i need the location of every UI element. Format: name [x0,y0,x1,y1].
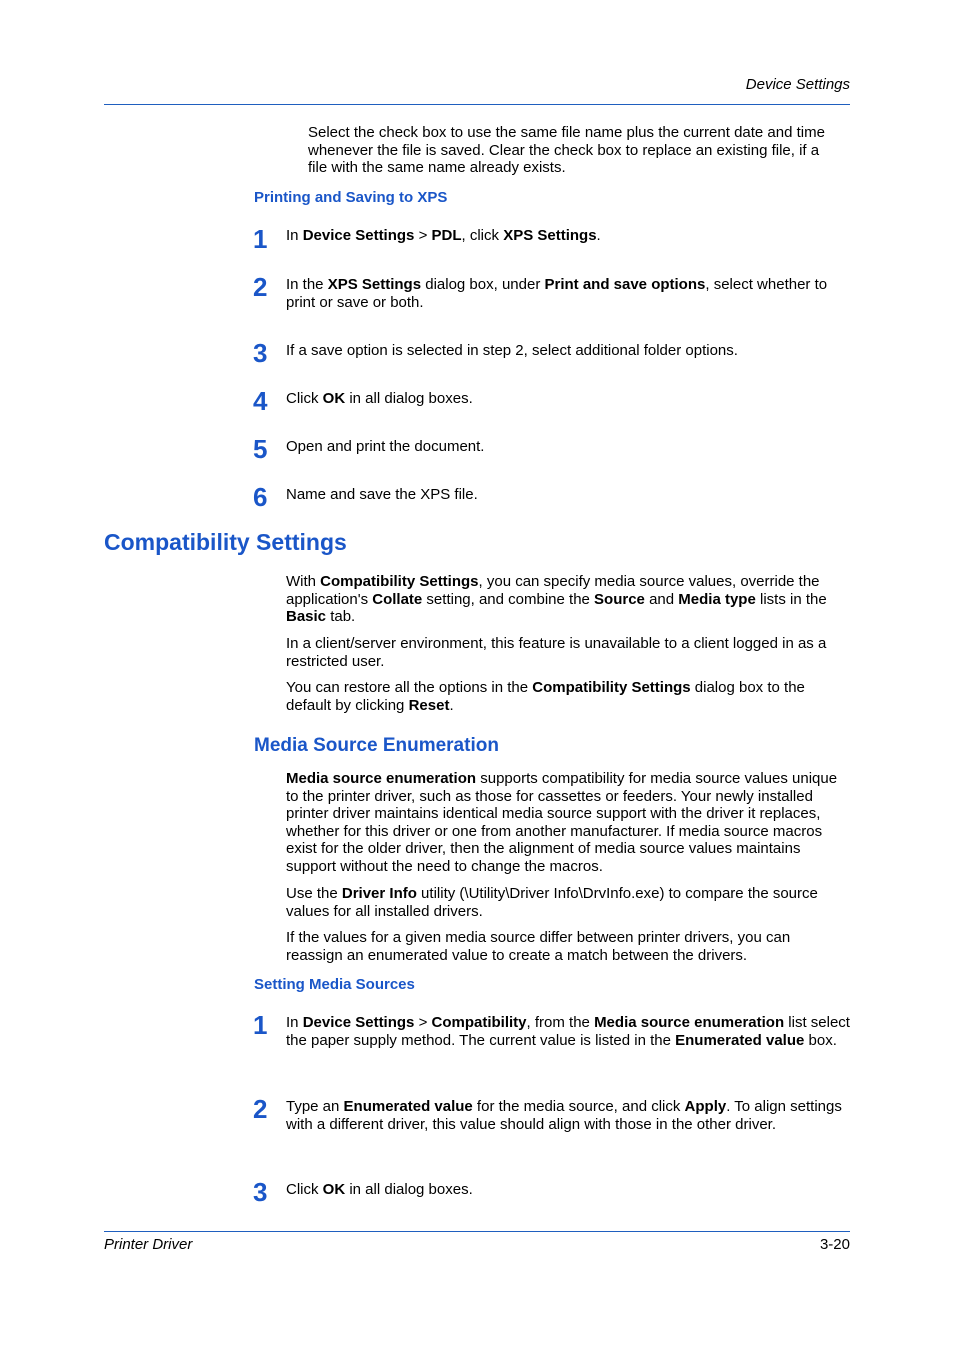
bold-term: Enumerated value [675,1031,805,1049]
bold-term: Driver Info [341,885,417,902]
step-text: In Device Settings > PDL, click XPS Settings. [286,227,601,244]
bold-term: Device Settings [302,1014,415,1031]
compat-paragraph: In a client/server environment, this feature is unavailable to a client logged in as a restricted user. [286,635,827,670]
step-number: 2 [253,272,268,302]
bold-term: OK [322,1181,346,1198]
step-number: 6 [253,482,268,512]
step-number: 3 [253,338,268,368]
step-text: In the XPS Settings dialog box, under Print and save options, select whether to print or save or both. [286,276,828,311]
bold-term: Compatibility Settings [532,679,691,696]
header-rule [104,104,850,105]
media-paragraph: Use the Driver Info utility (\Utility\Driver Info\DrvInfo.exe) to compare the source values for all installed drivers. [286,885,818,920]
bold-term: Compatibility Settings [320,573,479,590]
step-text: Click OK in all dialog boxes. [286,1181,473,1198]
bold-term: Basic [286,608,327,626]
step-text: In Device Settings > Compatibility, from the Media source enumeration list select the paper supply method. The current value is listed in the Enumerated value box. [286,1014,850,1049]
bold-term: Media source enumeration [286,770,477,787]
bold-term: XPS Settings [327,276,422,293]
bold-term: Media type [678,590,756,608]
bold-term: Apply [684,1098,727,1115]
step-number: 3 [253,1177,268,1207]
media-paragraph: If the values for a given media source differ between printer drivers, you can reassign an enumerated value to create a match between the drivers. [286,929,791,964]
media-paragraph: Media source enumeration supports compatibility for media source values unique to the printer driver, such as those for cassettes or feeders. Your newly installed printer driver maintains identical media source support with the driver it replaces, whether for this driver or one from another manufacturer. If media source macros exist for the older driver, then the alignment of media source values maintains support without the need to change the macros. [286,770,838,875]
footer-title: Printer Driver [104,1236,193,1253]
compat-paragraph: With Compatibility Settings, you can specify media source values, override the application's Collate setting, and combine the Source and Media type lists in the Basic tab. [286,573,827,626]
bold-term: Print and save options [544,276,706,293]
bold-term: Collate [372,590,423,608]
step-text: Click OK in all dialog boxes. [286,390,473,407]
bold-term: Compatibility [431,1014,527,1031]
step-text: If a save option is selected in step 2, select additional folder options. [286,342,738,359]
step-number: 1 [253,1010,268,1040]
step-number: 4 [253,386,268,416]
step-number: 1 [253,224,268,254]
running-header: Device Settings [745,76,850,93]
page-number: 3-20 [819,1236,850,1253]
step-text: Name and save the XPS file. [286,486,478,503]
step-text: Type an Enumerated value for the media source, and click Apply. To align settings with a different driver, this value should align with those in the other driver. [286,1098,842,1133]
bold-term: Source [594,590,645,608]
media-source-heading: Media Source Enumeration [254,735,499,756]
bold-term: Enumerated value [343,1098,473,1115]
bold-term: PDL [431,227,462,244]
xps-heading: Printing and Saving to XPS [254,189,448,206]
intro-paragraph: Select the check box to use the same file name plus the current date and time whenever the file is saved. Clear the check box to replace an existing file, if a file with the same name already exists. [308,124,825,177]
bold-term: OK [322,390,346,407]
bold-term: XPS Settings [503,227,597,244]
compatibility-heading: Compatibility Settings [104,529,347,555]
bold-term: Media source enumeration [594,1014,785,1031]
footer-rule [104,1231,850,1232]
step-text: Open and print the document. [286,438,485,455]
step-number: 5 [253,434,268,464]
compat-paragraph: You can restore all the options in the Compatibility Settings dialog box to the default by clicking Reset. [286,679,805,714]
bold-term: Reset [408,696,450,714]
bold-term: Device Settings [302,227,415,244]
step-number: 2 [253,1094,268,1124]
setting-media-sources-heading: Setting Media Sources [254,976,415,993]
